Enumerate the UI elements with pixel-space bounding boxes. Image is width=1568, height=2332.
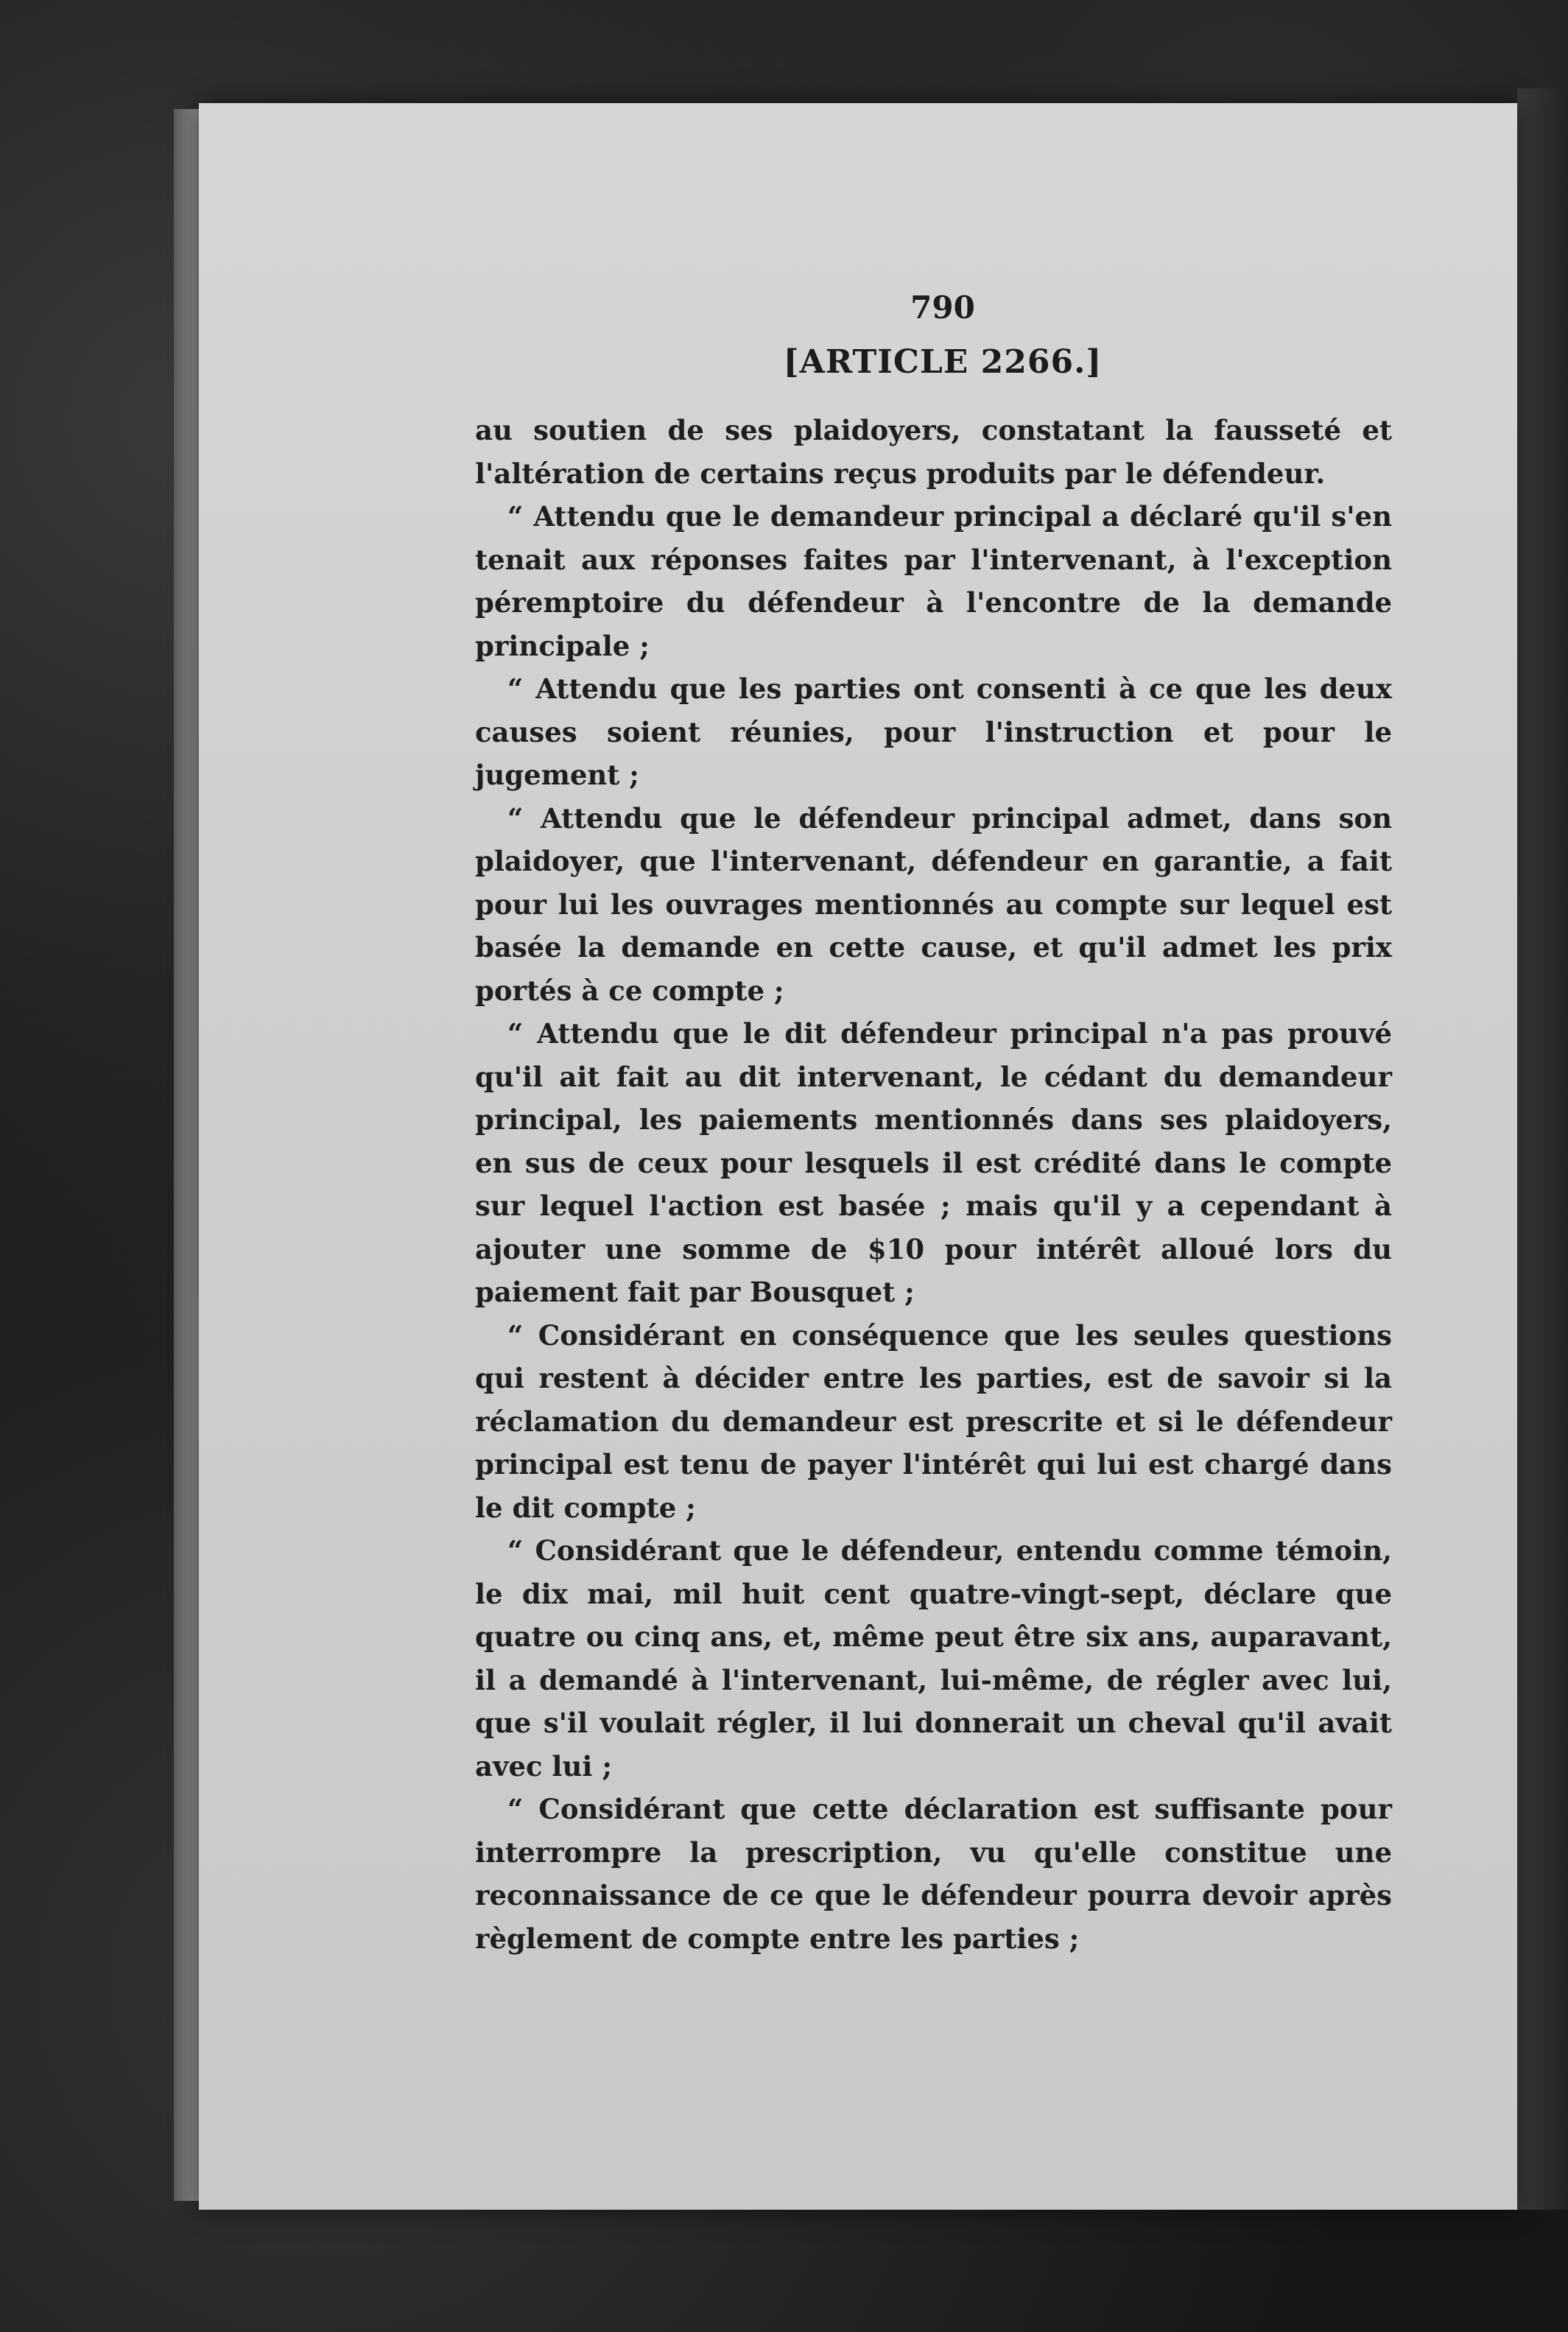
paragraph-attendu-3: “ Attendu que le défendeur principal admet, dans son plaidoyer, que l'intervenant, défendeur en garantie, a fait pour lui les ouvrages mentionnés au compte sur lequel est basée la demande en cette cause, et qu'il admet les prix portés à ce compte ; <box>475 801 1392 1007</box>
paragraph-considerant-1: “ Considérant en conséquence que les seules questions qui restent à décider entre les parties, est de savoir si la réclamation du demandeur est prescrite et si le défendeur principal est tenu de payer l'intérêt qui lui est chargé dans le dit compte ; <box>475 1318 1392 1524</box>
paragraph-attendu-1: “ Attendu que le demandeur principal a déclaré qu'il s'en tenait aux réponses faites par l'intervenant, à l'exception péremptoire du défendeur à l'encontre de la demande principale ; <box>475 500 1392 662</box>
body-text <box>475 409 1392 1960</box>
paragraph-considerant-3: “ Considérant que cette déclaration est suffisante pour interrompre la prescription, vu qu'elle constitue une reconnaissance de ce que le défendeur pourra devoir après règlement de compte entre les parties ; <box>475 1793 1392 1955</box>
paragraph-attendu-4: “ Attendu que le dit défendeur principal n'a pas prouvé qu'il ait fait au dit intervenant, le cédant du demandeur principal, les paiements mentionnés dans ses plaidoyers, en sus de ceux pour lesquels il est crédité dans le compte sur lequel l'action est basée ; mais qu'il y a cependant à ajouter une somme de $10 pour intérêt alloué lors du paiement fait par Bousquet ; <box>475 1017 1392 1308</box>
paragraph-attendu-2: “ Attendu que les parties ont consenti à ce que les deux causes soient réunies, pour l'instruction et pour le jugement ; <box>475 672 1392 791</box>
page-number: 790 <box>910 289 975 326</box>
paragraph-continuation: au soutien de ses plaidoyers, constatant la fausseté et l'altération de certains reçus produits par le défendeur. <box>475 414 1392 490</box>
scan-margin-right <box>1517 88 1568 2210</box>
article-heading: [ARTICLE 2266.] <box>783 343 1103 381</box>
paragraph-considerant-2: “ Considérant que le défendeur, entendu comme témoin, le dix mai, mil huit cent quatre-vingt-sept, déclare que quatre ou cinq ans, et, même peut être six ans, auparavant, il a demandé à l'intervenant, lui-même, de régler avec lui, que s'il voulait régler, il lui donnerait un cheval qu'il avait avec lui ; <box>475 1534 1392 1783</box>
